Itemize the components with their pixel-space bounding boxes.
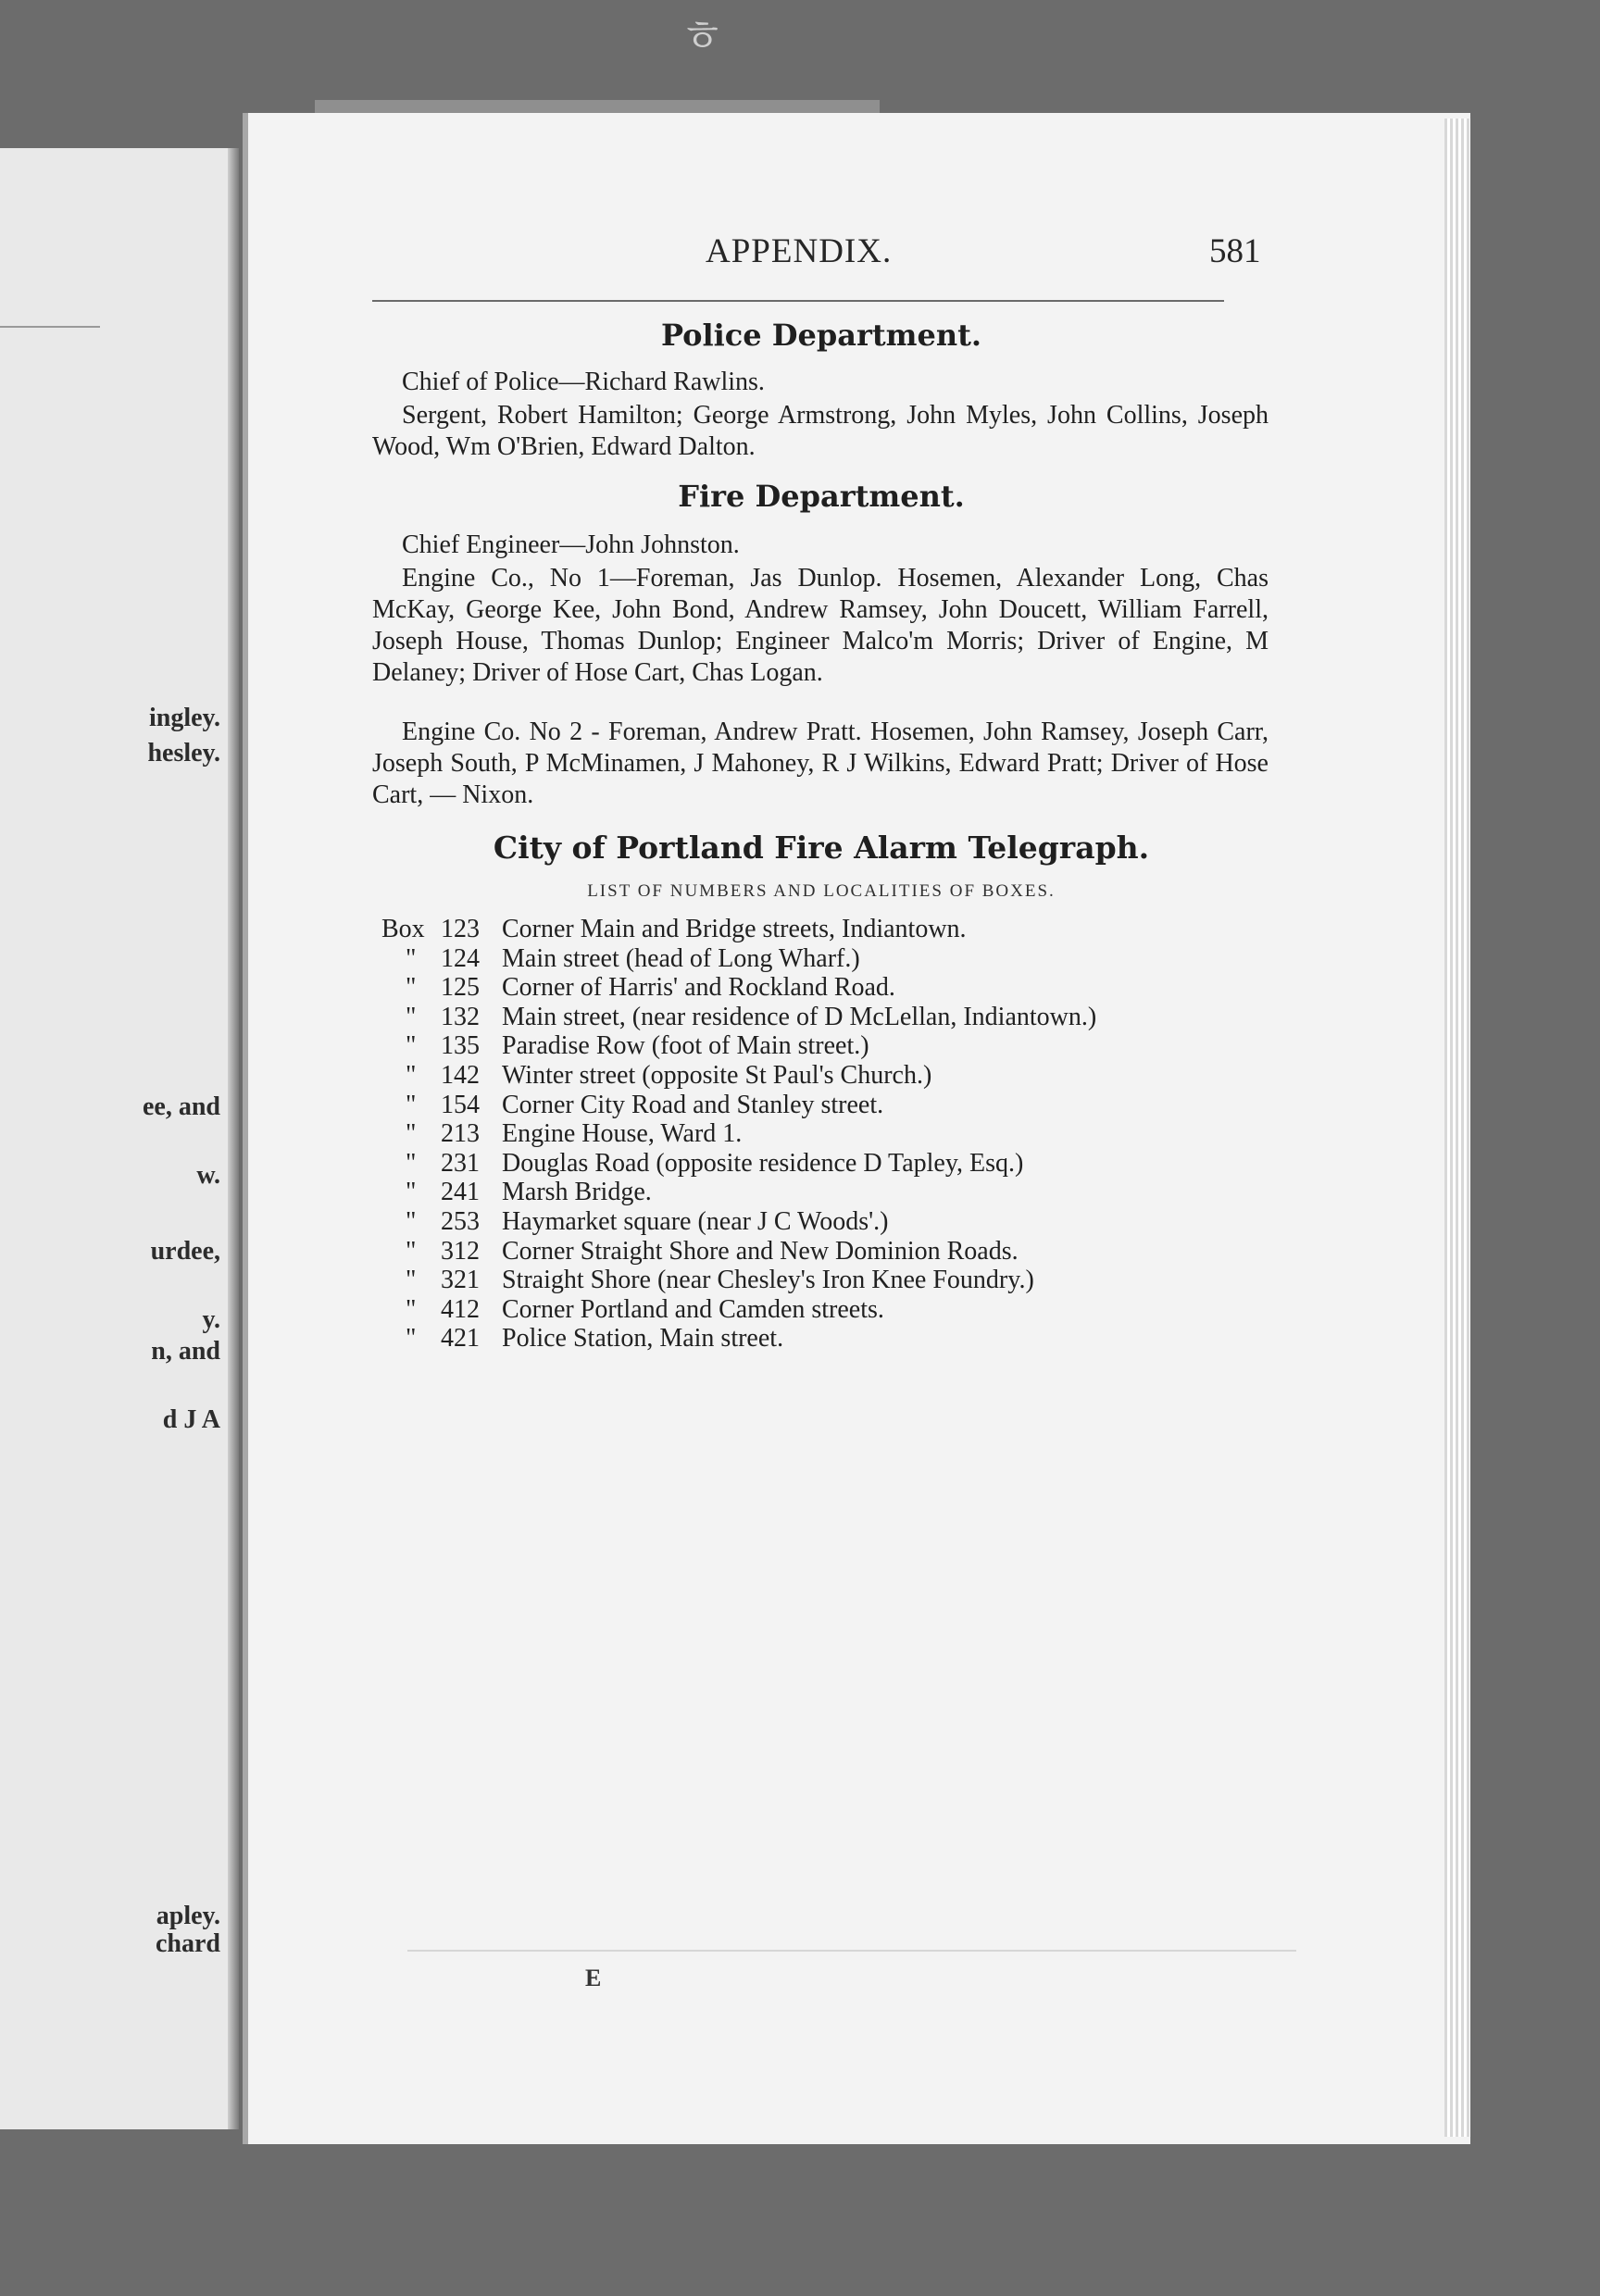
box-prefix: " xyxy=(406,943,417,973)
box-number: 321 xyxy=(441,1266,480,1295)
box-prefix: " xyxy=(406,973,417,1003)
alarm-section-title: City of Portland Fire Alarm Telegraph. xyxy=(493,830,1150,866)
box-number: 421 xyxy=(441,1324,480,1354)
engine-co-2-paragraph: Engine Co. No 2 - Foreman, Andrew Pratt. Hosemen, John Ramsey, Joseph Carr, Joseph South, P McMinamen, J Mahoney, R J Wilkins, Edward Pratt; Driver of Hose Cart, — Nixon. xyxy=(372,718,1269,809)
box-prefix: " xyxy=(406,1206,417,1236)
signature-mark: E xyxy=(585,1965,602,1991)
left-page-fragment: chard xyxy=(156,1929,220,1958)
running-header: APPENDIX. xyxy=(706,232,893,270)
police-section-title: Police Department. xyxy=(660,318,982,353)
fire-chief-line: Chief Engineer—John Johnston. xyxy=(402,530,740,559)
left-page-fragment: y. xyxy=(202,1305,220,1334)
box-location: Corner Portland and Camden streets. xyxy=(502,1294,884,1324)
left-page-fragment: ee, and xyxy=(143,1092,220,1121)
left-page-fragment: n, and xyxy=(151,1337,220,1366)
box-prefix: " xyxy=(406,1324,417,1354)
left-page-fragment: urdee, xyxy=(150,1237,220,1266)
box-location: Corner Main and Bridge streets, Indiantown. xyxy=(502,915,967,943)
page-number: 581 xyxy=(1209,232,1261,270)
box-number: 142 xyxy=(441,1060,480,1090)
book-gutter xyxy=(228,148,239,2129)
box-number: 135 xyxy=(441,1031,480,1061)
box-number: 213 xyxy=(441,1119,480,1149)
box-location: Paradise Row (foot of Main street.) xyxy=(502,1031,869,1061)
box-prefix: " xyxy=(406,1031,417,1061)
box-prefix: " xyxy=(406,1060,417,1090)
box-number: 412 xyxy=(441,1294,480,1324)
box-location: Corner Straight Shore and New Dominion Roads. xyxy=(502,1236,1019,1266)
page-edges xyxy=(1444,119,1470,2137)
left-page-rule xyxy=(0,326,100,328)
box-prefix: Box xyxy=(381,915,425,943)
box-number: 253 xyxy=(441,1206,480,1236)
box-prefix: " xyxy=(406,1090,417,1119)
police-chief-line: Chief of Police—Richard Rawlins. xyxy=(402,368,765,396)
left-page-fragment: hesley. xyxy=(147,739,220,767)
box-location: Winter street (opposite St Paul's Church.) xyxy=(502,1060,932,1090)
box-prefix: " xyxy=(406,1236,417,1266)
box-number: 125 xyxy=(441,973,480,1003)
box-prefix: " xyxy=(406,1178,417,1207)
box-number: 231 xyxy=(441,1148,480,1178)
box-prefix: " xyxy=(406,1148,417,1178)
box-prefix: " xyxy=(406,1119,417,1149)
box-location: Engine House, Ward 1. xyxy=(502,1119,743,1149)
left-page-fragment: ingley. xyxy=(148,704,220,732)
box-location: Main street, (near residence of D McLellan, Indiantown.) xyxy=(502,1002,1097,1031)
box-location: Marsh Bridge. xyxy=(502,1178,652,1207)
box-location: Main street (head of Long Wharf.) xyxy=(502,943,860,973)
bleed-through-rule xyxy=(407,1950,1296,1952)
alarm-list-subtitle: LIST OF NUMBERS AND LOCALITIES OF BOXES. xyxy=(587,881,1056,901)
box-number: 241 xyxy=(441,1178,480,1207)
left-facing-page xyxy=(0,148,239,2129)
box-location: Police Station, Main street. xyxy=(502,1324,784,1354)
box-prefix: " xyxy=(406,1002,417,1031)
box-location: Haymarket square (near J C Woods'.) xyxy=(502,1206,889,1236)
box-location: Corner City Road and Stanley street. xyxy=(502,1090,884,1119)
box-prefix: " xyxy=(406,1294,417,1324)
box-number: 123 xyxy=(441,915,480,943)
box-number: 312 xyxy=(441,1236,480,1266)
engine-co-1-paragraph: Engine Co., No 1—Foreman, Jas Dunlop. Hosemen, Alexander Long, Chas McKay, George Kee, John Bond, Andrew Ramsey, John Doucett, William Farrell, Joseph House, Thomas Dunlop; Engineer Malco'm Morris; Driver of Engine, M Delaney; Driver of Hose Cart, Chas Logan. xyxy=(372,564,1269,687)
box-location: Douglas Road (opposite residence D Tapley, Esq.) xyxy=(502,1148,1024,1178)
header-rule xyxy=(372,300,1224,302)
police-sergent-paragraph: Sergent, Robert Hamilton; George Armstrong, John Myles, John Collins, Joseph Wood, Wm O'Brien, Edward Dalton. xyxy=(372,401,1269,461)
left-page-fragment: d J A xyxy=(162,1405,220,1434)
box-prefix: " xyxy=(406,1266,417,1295)
fire-section-title: Fire Department. xyxy=(678,479,965,514)
left-page-fragment: apley. xyxy=(156,1902,220,1930)
box-location: Straight Shore (near Chesley's Iron Knee Foundry.) xyxy=(502,1266,1034,1295)
box-location: Corner of Harris' and Rockland Road. xyxy=(502,973,895,1003)
box-number: 154 xyxy=(441,1090,480,1119)
box-number: 132 xyxy=(441,1002,480,1031)
left-page-fragment: w. xyxy=(196,1161,220,1190)
box-number: 124 xyxy=(441,943,480,973)
scan-mark: ㅎ xyxy=(681,12,724,61)
